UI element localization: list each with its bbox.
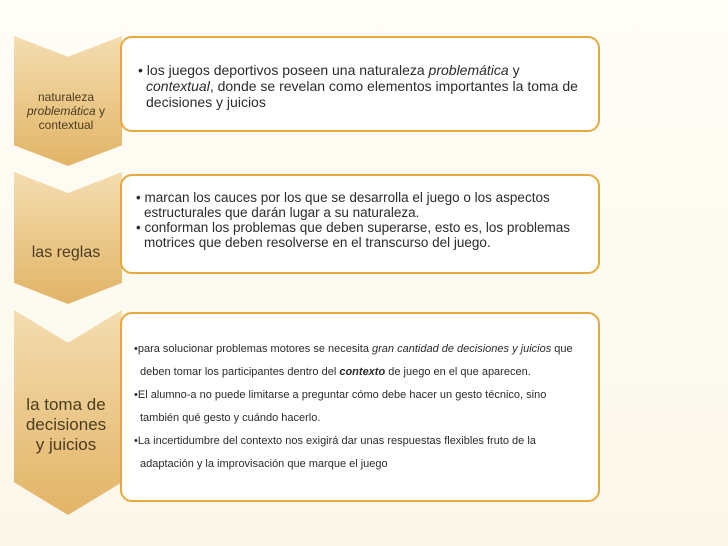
bullet-item: •La incertidumbre del contexto nos exigirá dar unas respuestas flexibles fruto de la adaptación y la improvisación que marque el juego	[134, 435, 536, 470]
label-row1-italic: problemática	[26, 104, 96, 118]
bullet-item: • los juegos deportivos poseen una naturaleza problemática y contextual, donde se revelan como elementos importantes la toma de decisiones y juicios	[138, 62, 578, 110]
label-row3-line3: y juicios	[35, 435, 97, 454]
chevron-label-row3	[10, 395, 122, 455]
label-row3-line2: decisiones	[25, 415, 107, 434]
bullet-item: • conforman los problemas que deben superarse, esto es, los problemas motrices que deben resolverse en el transcurso del juego.	[136, 220, 570, 250]
chevron-label-row2: las reglas	[31, 244, 101, 261]
bullet-item: • marcan los cauces por los que se desarrolla el juego o los aspectos estructurales que darán lugar a su naturaleza.	[136, 190, 550, 220]
content-box-row3	[120, 312, 600, 502]
chevron-label-row1	[10, 90, 122, 132]
content-box-row2	[120, 174, 600, 274]
bullet-item: •El alumno-a no puede limitarse a preguntar cómo debe hacer un gesto técnico, sino también qué gesto y cuándo hacerlo.	[134, 389, 547, 424]
label-row1-line1: naturaleza	[37, 90, 95, 104]
label-row1-y: y	[99, 104, 106, 118]
label-row1-line2	[10, 104, 122, 118]
label-row1-line3: contextual	[38, 118, 94, 132]
bullet-list-row1	[122, 38, 598, 110]
bullet-list-row3	[122, 314, 598, 476]
content-box-row1	[120, 36, 600, 132]
bullet-list-row2	[122, 176, 598, 250]
label-row3-line1: la toma de	[26, 395, 106, 414]
bullet-item: •para solucionar problemas motores se necesita gran cantidad de decisiones y juicios que deben tomar los participantes dentro del contexto de juego en el que aparecen.	[134, 343, 573, 378]
